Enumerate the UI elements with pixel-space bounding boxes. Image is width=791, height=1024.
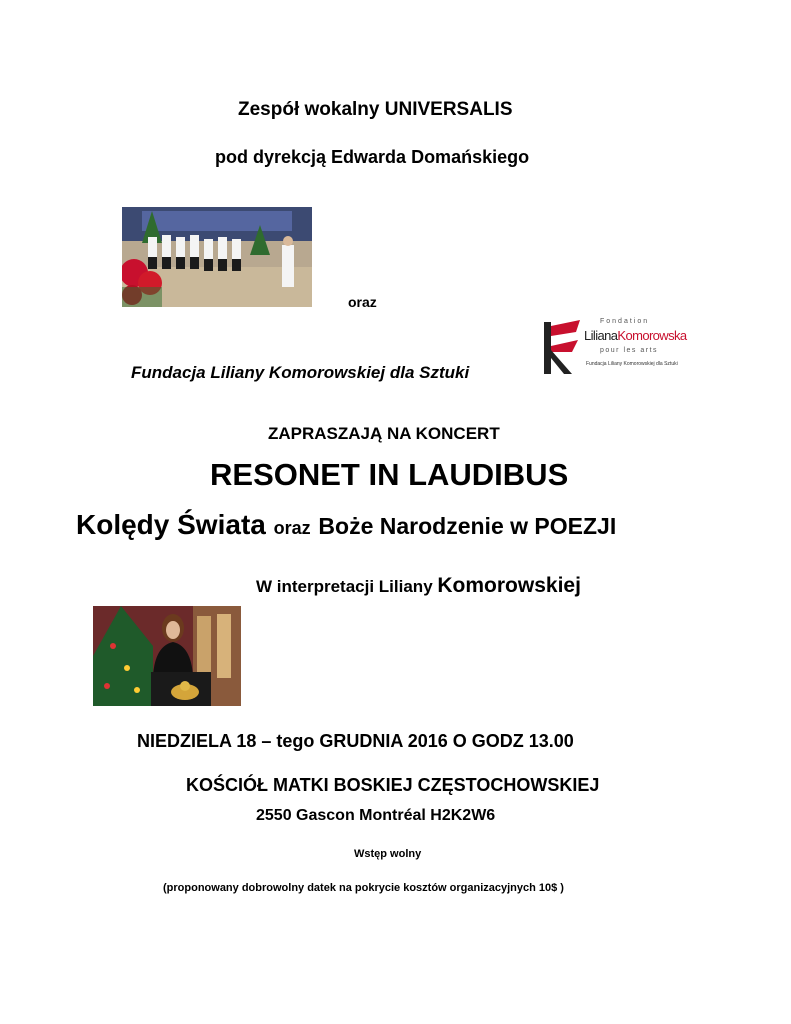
choir-photo [122,207,312,307]
admission-label: Wstęp wolny [354,848,422,860]
invitation-line: ZAPRASZAJĄ NA KONCERT [268,424,500,443]
event-venue: KOŚCIÓŁ MATKI BOSKIEJ CZĘSTOCHOWSKIEJ [186,775,600,795]
logo-name-first: Liliana [584,328,618,343]
interpretation-surname: Komorowskiej [437,574,581,597]
subtitle-part1: Kolędy Świata [76,509,266,540]
logo-line-pour-les-arts: pour les arts [600,347,659,354]
event-datetime: NIEDZIELA 18 – tego GRUDNIA 2016 O GODZ 13.00 [137,731,574,751]
event-address: 2550 Gascon Montréal H2K2W6 [256,807,496,824]
logo-name [584,328,687,343]
performer-photo [93,606,241,706]
concert-title: RESONET IN LAUDIBUS [210,457,569,492]
subtitle-part2: Boże Narodzenie w POEZJI [318,513,617,539]
interpretation-line [256,575,581,596]
logo-line-fondation: Fondation [600,318,650,325]
conjunction-oraz: oraz [348,294,377,310]
admission-note: (proponowany dobrowolny datek na pokrycie kosztów organizacyjnych 10$ ) [163,882,564,894]
foundation-logo-mark-icon [536,318,582,376]
interpretation-prefix: W interpretacji Liliany [256,577,433,596]
subtitle-oraz: oraz [273,518,311,538]
conductor-line: pod dyrekcją Edwarda Domańskiego [215,147,530,167]
ensemble-heading: Zespół wokalny UNIVERSALIS [238,99,513,120]
foundation-logo [536,318,687,378]
concert-subtitle [76,511,616,539]
logo-name-last: Komorowska [617,328,687,343]
logo-line-fundacja: Fundacja Liliany Komorowskiej dla Sztuki [586,361,678,367]
foundation-name: Fundacja Liliany Komorowskiej dla Sztuki [131,363,470,382]
